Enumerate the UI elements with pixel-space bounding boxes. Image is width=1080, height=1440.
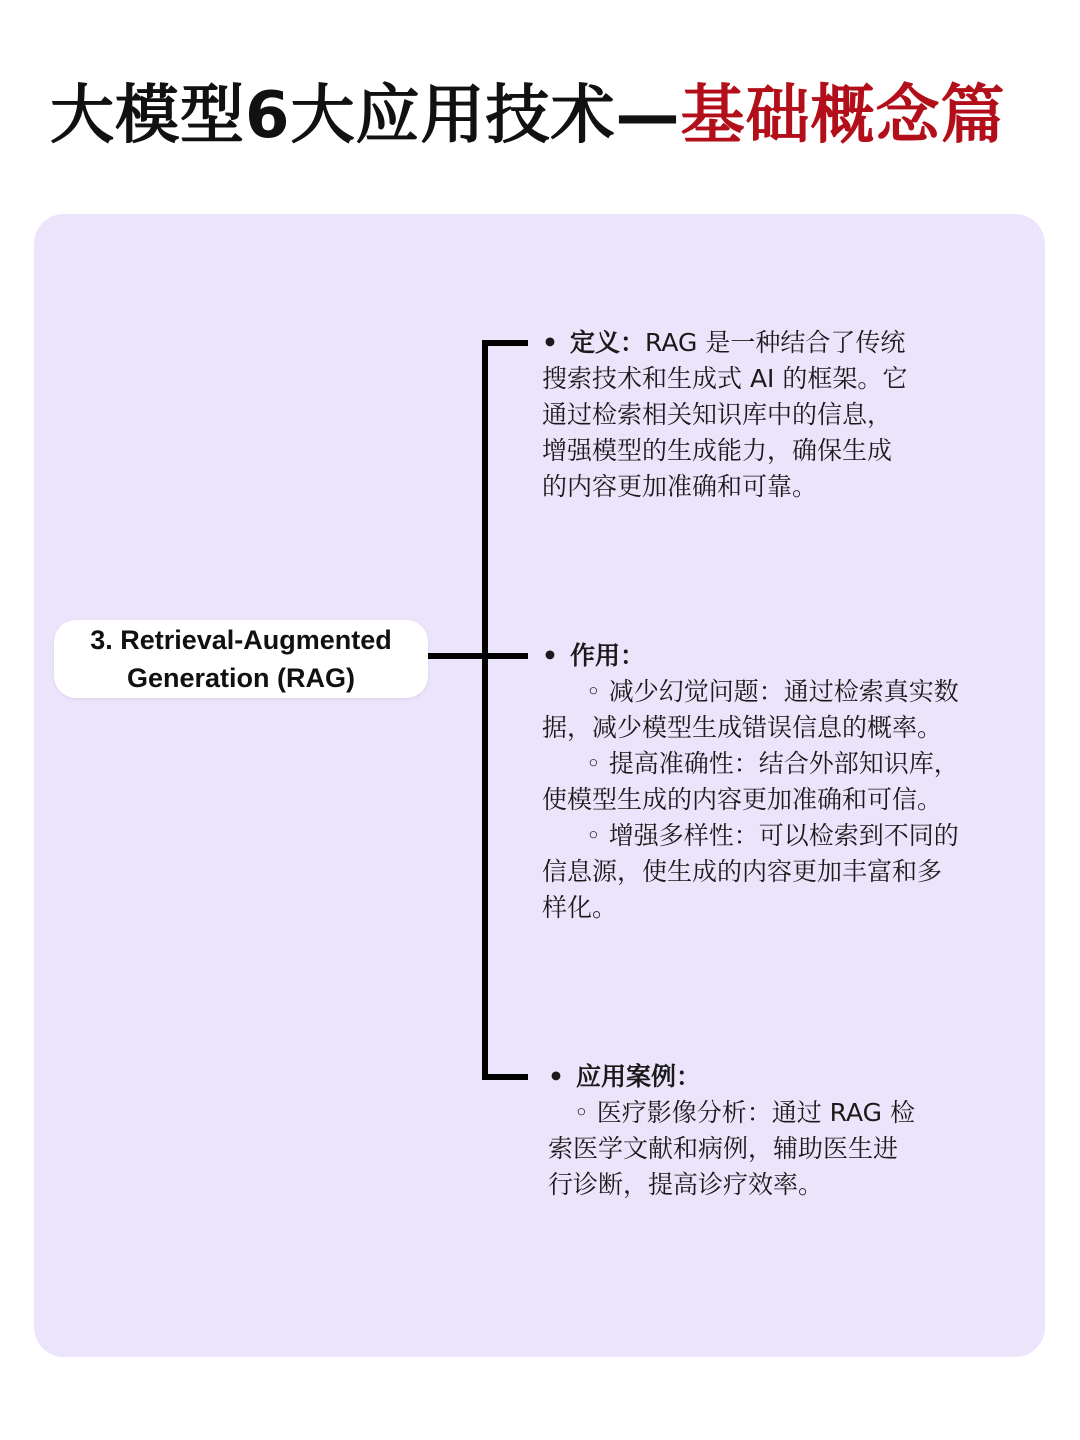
function-line: 样化。 xyxy=(542,893,618,922)
definition-line: 增强模型的生成能力，确保生成 xyxy=(542,436,893,465)
bullet-icon: • xyxy=(542,641,558,670)
cases-line: 行诊断，提高诊疗效率。 xyxy=(548,1170,824,1199)
bullet-icon: • xyxy=(548,1062,564,1091)
connector-function-line xyxy=(428,653,528,659)
definition-line: 通过检索相关知识库中的信息， xyxy=(542,400,893,429)
root-node-line-2: Generation (RAG) xyxy=(126,663,355,693)
branch-function xyxy=(542,638,1032,926)
definition-line: 搜索技术和生成式 AI 的框架。它 xyxy=(542,364,908,393)
connector-vertical-line xyxy=(482,340,488,1080)
cases-heading: 应用案例： xyxy=(575,1062,701,1091)
cases-line: 索医学文献和病例，辅助医生进 xyxy=(548,1134,899,1163)
page-title-main: 大模型6大应用技术— xyxy=(50,79,681,153)
branch-cases xyxy=(548,1059,978,1203)
definition-line: RAG 是一种结合了传统 xyxy=(645,328,906,357)
function-line: 据，减少模型生成错误信息的概率。 xyxy=(542,713,943,742)
bullet-icon: • xyxy=(542,328,558,357)
function-line: 信息源，使生成的内容更加丰富和多 xyxy=(542,857,943,886)
function-line: ◦ 增强多样性：可以检索到不同的 xyxy=(586,821,959,850)
definition-heading: 定义： xyxy=(569,328,645,357)
function-line: ◦ 提高准确性：结合外部知识库， xyxy=(586,749,959,778)
root-node-rag xyxy=(54,620,428,698)
function-line: ◦ 减少幻觉问题：通过检索真实数 xyxy=(586,677,959,706)
definition-line: 的内容更加准确和可靠。 xyxy=(542,472,818,501)
root-node-line-1: 3. Retrieval-Augmented xyxy=(90,625,392,655)
function-line: 使模型生成的内容更加准确和可信。 xyxy=(542,785,943,814)
connector-cases-line xyxy=(482,1074,528,1080)
page-title xyxy=(50,74,1050,158)
function-heading: 作用： xyxy=(569,641,645,670)
connector-definition-line xyxy=(482,340,528,346)
cases-line: ◦ 医疗影像分析：通过 RAG 检 xyxy=(574,1098,915,1127)
branch-definition xyxy=(542,325,982,505)
page-title-accent: 基础概念篇 xyxy=(680,79,1006,153)
